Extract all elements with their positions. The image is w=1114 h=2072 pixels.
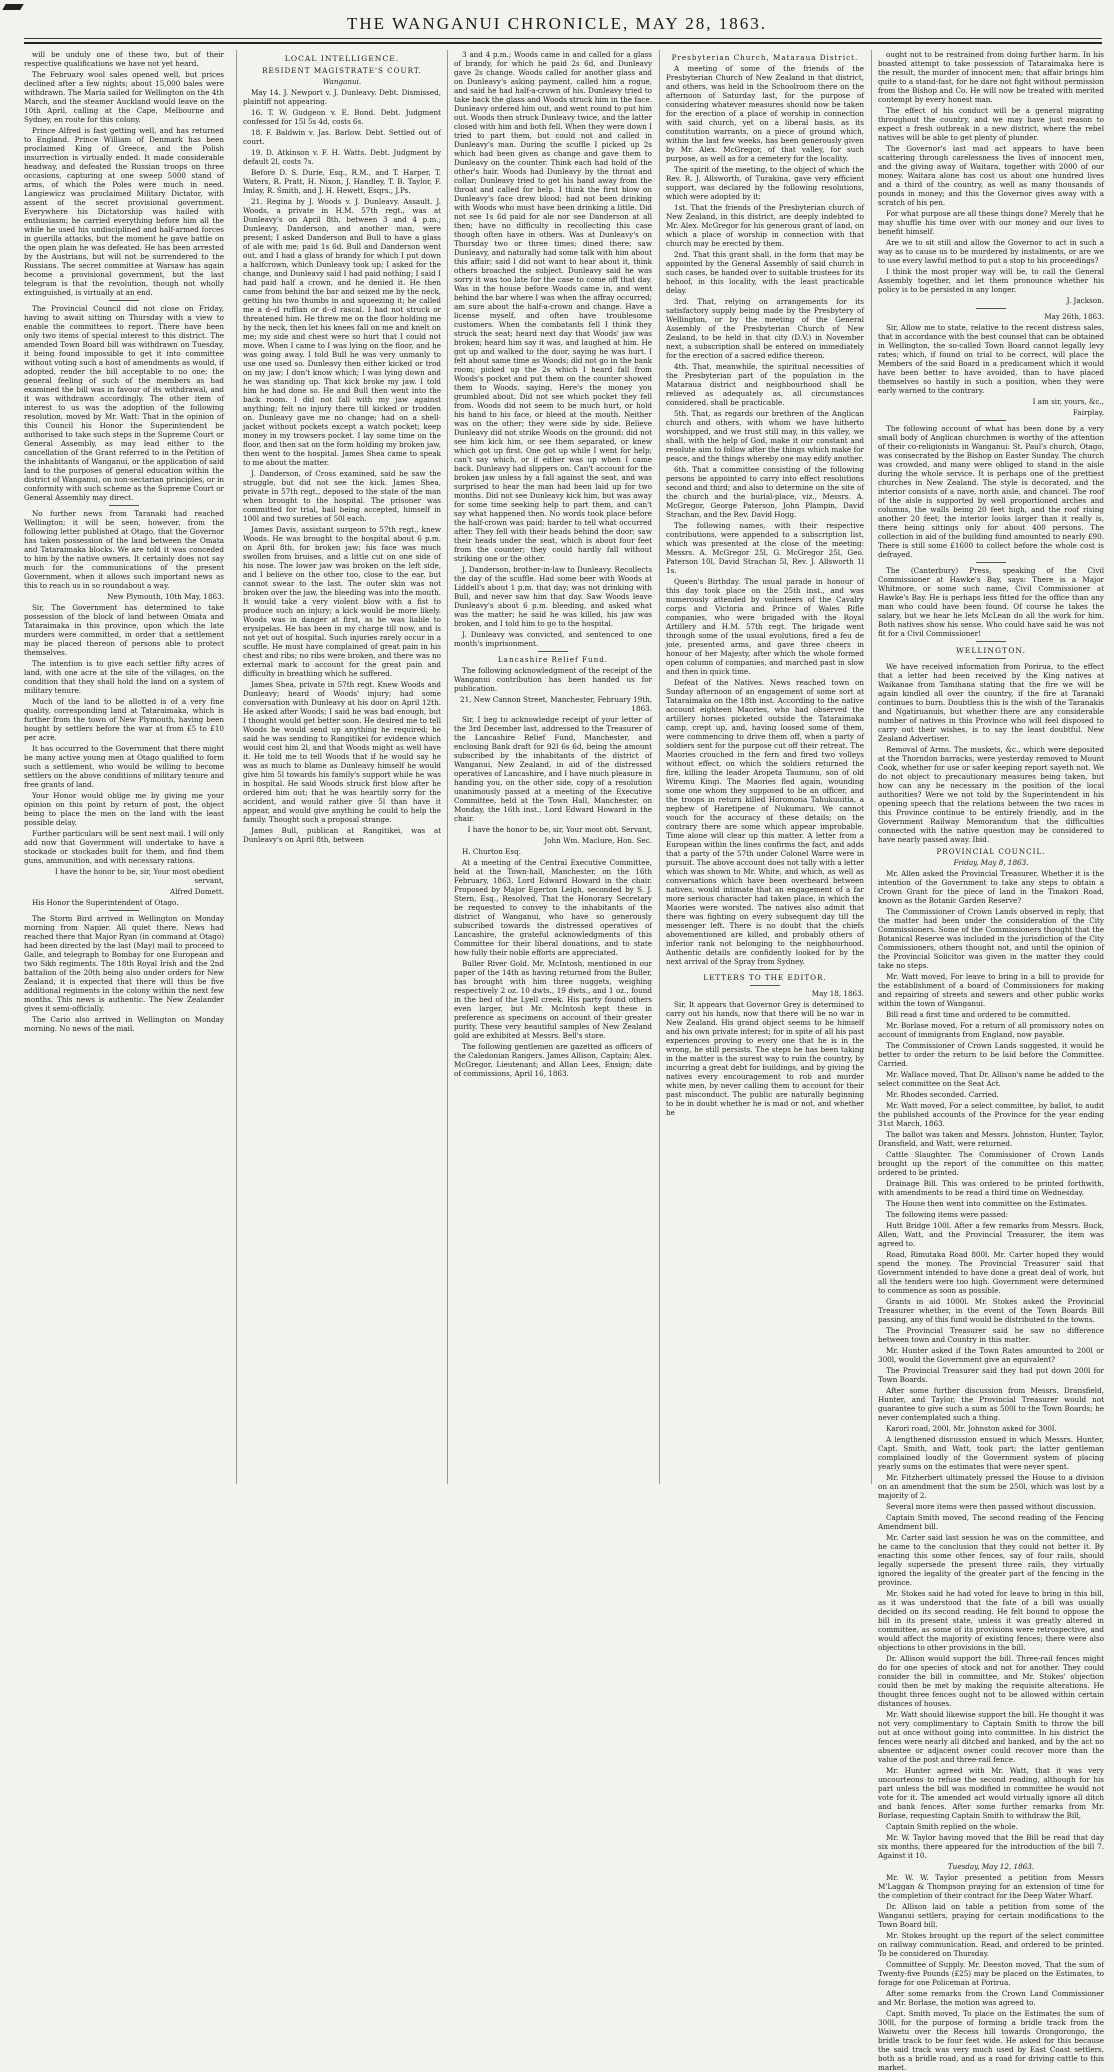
column-1 xyxy=(24,50,230,1484)
paragraph: The Provincial Council did not close on Friday, having to await sitting on Thursday with a view to enable the committees to report. There have been only two items of special interest to this district. The amended Town Board bill was withdrawn on Tuesday, it being found impossible to get it into committee without voting such a host of amendments as would, if adopted, render the bill acceptable to no one; the general feeling of such of the members as had examined the bill was in favour of its withdrawal, and it was withdrawn accordingly. The other item of interest to us was the adoption of the following resolution, moved by Mr. Watt: That in the opinion of this Council his Honor the Superintendent be authorised to take such steps in the Supreme Court or General Assembly, as may lead either to the cancellation of the Grant referred to in the Petition of the inhabitants of Wanganui, or the application of said land to the purposes of general education within the district of Wanganui, on non-sectarian principles, or in conformity with such scheme as the Supreme Court or General Assembly may direct. xyxy=(24,304,224,502)
paragraph: Mr. Fitzherbert ultimately pressed the House to a division on an amendment that the sum be 250l, which was lost by a majority of 2. xyxy=(878,1473,1104,1500)
paragraph: The following account of what has been done by a very small body of Anglican churchmen is worthy of the attention of their co-religionists in Wanganui: St. Paul's church, Otago, was consecrated by the Bishop on Easter Sunday. The church was crowded, and many were obliged to stand in the aisle during the whole service. It is perhaps one of the prettiest churches in New Zealand. The style is decorated, and the interior consists of a nave, north aisle, and chancel. The roof of the aisle is supported by well proportioned arches and columns, the walls being 20 feet high, and the roof rising another 20 feet; the interior looks larger than it really is, there being sittings only for about 400 persons. The collection in aid of the building fund amounted to nearly £90. There is still some £1600 to collect before the whole cost is defrayed. xyxy=(878,424,1104,559)
paragraph: Captain Smith moved, The second reading of the Fencing Amendment bill. xyxy=(878,1513,1104,1531)
paragraph: Mr. Stokes brought up the report of the select committee on railway communication. Read, and ordered to be printed. To be considered on Thursday. xyxy=(878,1931,1104,1958)
paragraph: Road, Rimutaka Road 800l. Mr. Carter hoped they would spend the money. The Provincial Treasurer said that Government intended to have done a great deal of work, but all the tenders were too high. Government were determined to commence as soon as possible. xyxy=(878,1250,1104,1295)
paragraph: Queen's Birthday. The usual parade in honour of this day took place on the 25th inst., and was numerously attended by volunteers of the Cavalry corps and Victoria and Prince of Wales Rifle companies, who were brigaded with the Royal Artillery and H.M. 57th regt. The brigade went through some of the usual evolutions, fired a feu de joie, presented arms, and gave three cheers in honour of her Majesty, after which the whole formed open column of companies, and marched past in slow and then in quick time. xyxy=(666,577,864,676)
paragraph: Captain Smith replied on the whole. xyxy=(886,1822,1018,1831)
section-heading: LETTERS TO THE EDITOR. xyxy=(703,973,827,982)
paragraph: 3 and 4 p.m.; Woods came in and called for a glass of brandy, for which he paid 2s 6d, and Dunleavy gave 2s change. Woods called for another glass and on Dunleavy's asking payment, called him a rogue, and said he had half-a-crown of his. Dunleavy tried to take back the glass and Woods struck him in the face. Dunleavy ordered him out, and went round to put him out. Woods then struck Dunleavy twice, and the latter closed with him and both fell. When they were down I tried to part them, but could not and called in Dunleavy's man. During the scuffle I picked up 2s which had been given as change and gave them to Dunleavy on the counter. Think each had hold of the other's hair. Woods had Dunleavy by the throat and collar; Dunleavy tried to get his hand away from the throat and called for help. I think the first blow on Dunleavy's face drew blood; had not been drinking with Woods who must have been drinking a little. Did not see 1s 6d paid for ale nor see Danderson at all then; have no difficulty in recollecting this case though often have in others. Was at Dunleavy's on Thursday two or three times; dined there; saw Dunleavy, and naturally had some talk with him about this affair; said I did not want to hear about it, think others broached the subject. Dunleavy said he was sorry it was too late for the case to come off that day. Was in the house before Woods came in, and went behind the bar where I was when the affray occurred; am sure about the half-a-crown and change. Have a license myself, and often have troublesome customers. When the combatants fell I think they struck the seat; heard next day that Woods' jaw was broken; heard him say it was, and laughed at him. He got up and walked to the door, saying he was hurt. I felt about same time as Woods; did not go in the bank room; picked up the 2s which I heard fall from Woods's pocket and put them on the counter showed them to Woods, saying, Here's the money you grumbled about. Did not see which pocket they fell from. Woods did not seem to be much hurt, or hold his hand to his face, or bleed at the mouth. Neither was on the other; they were side by side. Believe Dunleavy did not strike Woods on the ground; did not see him kick him, or see them separated, or knew which got up first. One got up while I went for help; can't say which, or if either was up when I came back. Dunleavy had slippers on. Can't account for the broken jaw unless by a fall against the seat, and was surprised to hear the man had been laid up for two months. Did not see Dunleavy kick him, but was away for some time seeking help to part them, and can't say what happened then. No words took place before the half-crown was paid; harder to tell what occurred after. They fell with their heads behind the door; saw their heads under the seat, which is about four feet from the counter; they could hardly fall without striking one or the other. xyxy=(454,50,652,563)
paragraph: J. Danderson, brother-in-law to Dunleavy. Recollects the day of the scuffle. Had some beer with Woods at Liddell's about 1 p.m. that day; was not drinking with Bull, and never saw him that day. Saw Woods leave Dunleavy's about 6 p.m. bleeding, and asked what was the matter; he said he was killed, his jaw was broken, and I told him to go to the hospital. xyxy=(454,565,653,628)
separator xyxy=(976,641,1006,642)
court-entry: 21. Regina by J. Woods v. J. Dunleavy. Assault. J. Woods, a private in H.M. 57th regt., was at Dunleavy's on April 8th, between 3 and 4 p.m.; Dunleavy, Danderson, and another man, were present; I asked Danderson and Bull to have a glass of ale with me; paid 1s 6d. Bull and Danderson went out, and I had a glass of brandy for which I put down a halfcrown, which Dunleavy took up; I asked for the change, and Dunleavy said I had paid nothing; I said I had paid half a crown, and he denied it. He then came from behind the bar and seized me by the neck, getting his two thumbs in and squeezing it; he called me a d--d ruffian or d--d rascal. I had not struck or threatened him. He threw me on the floor holding me by the neck, then let his knees fall on me and knelt on me; my side and chest were so hurt that I could not move. When I came to I was lying on the floor, and he was going away. I told Bull he was very unmanly to use one used so. Dunleavy then either kicked or trod on my jaw; I don't know which; I was lying down and he was standing up. That kick broke my jaw. I told him he had done so. He and Bull then went into the back room. I did not fall with my jaw against anything; felt no injury there till kicked or trodden on. Dunleavy gave me no change; had on a shell-jacket without pockets except a watch pocket; keep money in my trowsers pocket. I lay some time on the floor, and then sat on the form holding my broken jaw, then went to the hospital. James Shea came to speak to me about the matter. xyxy=(243,197,441,467)
paragraph: A lengthened discussion ensued in which Messrs. Hunter, Capt. Smith, and Watt, took part; the latter gentleman complained loudly of the Government system of placing yearly sums on the estimates that were never spent. xyxy=(878,1435,1104,1471)
paragraph: Are we to sit still and allow the Governor to act in such a way as to cause us to be murdered by instalments, or are we to use every lawful method to put a stop to his proceedings? xyxy=(878,238,1104,265)
place-heading: Wanganui. xyxy=(322,77,362,86)
court-entry: J. Danderson, of Cross examined, said he saw the struggle, but did not see the kick. James Shea, private in 57th regt., deposed to the state of the man when brought to the hospital. The prisoner was committed for trial, bail being accepted, himself in 100l and two sureties of 50l each. xyxy=(243,469,441,523)
paragraph: Drainage Bill. This was ordered to be printed forthwith, with amendments to be read a third time on Wednesday. xyxy=(878,1179,1104,1197)
letter-paragraph: Sir, The Government has determined to take possession of the block of land between Omata and Tataraimaka in this province, upon which the late murders were committed, in order that a settlement may be placed thereon of persons able to protect themselves. xyxy=(24,603,224,657)
letter-dateline: May 26th, 1863. xyxy=(1044,312,1104,321)
letter-dateline: New Plymouth, 10th May, 1863. xyxy=(107,592,224,601)
court-entry: May 14. J. Newport v. J. Dunleavy. Debt. Dismissed, plaintiff not appearing. xyxy=(243,88,441,106)
paragraph: I think the most proper way will be, to call the General Assembly together, and let them pronounce whether his policy is to be persisted in any longer. xyxy=(878,267,1104,294)
separator xyxy=(976,562,1006,563)
court-entry: Before D. S. Durie, Esq., R.M., and T. Harper, T. Waters, R. Pratt, H. Nixon, J. Handley, T. B. Taylor, F. Imlay, R. Smith, and J. H. Hewett, Esqrs., J.Ps. xyxy=(243,168,441,195)
separator xyxy=(538,651,568,652)
separator xyxy=(750,969,780,970)
newspaper-title: THE WANGANUI CHRONICLE, MAY 28, 1863. xyxy=(347,14,767,33)
paragraph: The following gentlemen are gazetted as officers of the Caledonian Rangers. James Allison, Captain; Alex. McGregor, Lieutenant; and Allan Lees, Ensign; date of commissions, April 16, 1863. xyxy=(454,1042,652,1078)
paragraph: Mr. Stokes said he had voted for leave to bring in this bill, as it was understood that the fate of a bill was usually decided on its second reading. He felt bound to oppose the bill in its present state, unless it was greatly altered in committee, as some of its provisions were retrospective, and would affect the majority of existing fences; there were also objections to other provisions in the bill. xyxy=(878,1589,1104,1652)
paragraph: Prince Alfred is fast getting well, and has returned to England. Prince William of Denmark has been proclaimed King of Greece, and the Polish insurrection is virtually ended. It made considerable headway, and defeated the Russian troops on three occasions, capturing at one sweep 5000 stand of arms, of which the Poles were much in need. Langiewicz was proclaimed Military Dictator, with assent of the secret provisional government. Everywhere his Dictatorship was hailed with enthusiasm; he carried everything before him all the while he used his undisciplined and half-armed forces in guerilla attacks, but the moment he gave battle on the open plain he was defeated. He has been arrested by the Austrians, but will not be surrendered to the Russians. The secret committee at Warsaw has again become a provisional government, but the last telegram is that the revolution, though not wholly extinguished, is virtually at an end. xyxy=(24,126,224,297)
date-heading: Friday, May 8, 1863. xyxy=(953,858,1029,867)
paragraph: The Provincial Treasurer said they had put down 200l for Town Boards. xyxy=(878,1366,1104,1384)
paragraph: Bill read a first time and ordered to be committed. xyxy=(886,1010,1071,1019)
paragraph: Buller River Gold. Mr. McIntosh, mentioned in our paper of the 14th as having returned from the Buller, has brought with him three nuggets, weighing respectively 2 oz. 10 dwts., 19 dwts., and 1 oz., found in the bed of the Lyell creek. His party found others even larger, but Mr. McIntosh kept these in preference as specimens on account of their greater purity. These very beautiful samples of New Zealand gold are exhibited at Messrs. Bell's store. xyxy=(454,959,652,1040)
letter-signer: J. Jackson. xyxy=(1066,296,1104,305)
paragraph: Removal of Arms. The muskets, &c., which were deposited at the Thorndon barracks, were yesterday removed to Mount Cook, whether for use or safer keeping report sayeth not. We do not object to precautionary measures being taken, but how can any be necessary in the position of the local authorities? Were we not told by the Superintendent in his opening speech that the relations between the two races in this Province continue to be entirely friendly, and in the Government Railway Memorandum that the difficulties connected with the native question may be considered to have nearly passed away. Ibid. xyxy=(878,745,1104,844)
court-entry: James Bull, publican at Rangitikei, was at Dunleavy's on April 8th, between xyxy=(243,826,441,844)
letter-paragraph: Further particulars will be sent next mail. I will only add now that Government will undertake to have a stockade or stockades built for them, and find them guns, ammunition, and with necessary rations. xyxy=(24,829,224,865)
masthead xyxy=(0,0,1114,46)
paragraph: ought not to be restrained from doing further harm. In his boasted attempt to take possession of Tataraimaka here is the result, the murder of innocent men; that affair brings him quite to a stand-fast, for he dare not fight without permission from the Bishop and Co. He will now be treated with merited contempt by every honest man. xyxy=(878,50,1104,104)
paragraph: 4th. That, meanwhile, the spiritual necessities of the Presbyterian part of the population in the Mataraua district and neighbourhood shall be relieved as adequately as, all circumstances considered, shall be practicable. xyxy=(666,362,864,407)
paragraph: Grants in aid 1000l. Mr. Stokes asked the Provincial Treasurer whether, in the event of the Town Boards Bill passing, any of this fund would be distributed to the towns. xyxy=(878,1297,1104,1324)
letter-closing: I have the honor to be, sir, Your most obt. Servant, xyxy=(467,825,652,834)
letter-recipient: H. Churton Esq. xyxy=(462,847,521,856)
paragraph: The following items were passed: xyxy=(886,1210,1008,1219)
paragraph: 3rd. That, relying on arrangements for its satisfactory supply being made by the Presbytery of Wellington, or by the meeting of the General Assembly of the Presbyterian Church of New Zealand, to be held in that city (D.V.) in November next, a subscription shall be entered on immediately for the erection of a sacred edifice thereon. xyxy=(666,297,864,360)
date-heading: Tuesday, May 12, 1863. xyxy=(947,1862,1035,1871)
section-heading: LOCAL INTELLIGENCE. xyxy=(284,54,400,63)
paragraph: The Commissioner of Crown Lands observed in reply, that the matter had been under the consideration of the City Commissioners. Some of the Commissioners thought that the Botanical Reserve was included in the jurisdiction of the City Commissioners, others thought not, and until the opinion of the Provincial Solicitor was given in the matter they could take no steps. xyxy=(878,907,1104,970)
court-entry: James Davis, assistant surgeon to 57th regt., knew Woods. He was brought to the hospital about 6 p.m. on April 8th, for broken jaw; his face was much swollen from bruises, and a little cut on one side of his nose. The lower jaw was broken on the left side, and I believe on the other too, close to the ear, but cannot swear to the last. The outer skin was not broken over the jaw, the bleeding was into the mouth. It would take a very violent blow with a fist to produce such an injury; a kick would be more likely. Woods was in danger at first, as he was liable to erysipelas. He has been in my charge till now, and is not yet out of hospital. Such injuries rarely occur in a scuffle. He must have complained of great pain in his chest and ribs; no ribs were broken, and there was no external mark to account for the great pain and difficulty in breathing which he suffered. xyxy=(243,525,441,678)
paragraph: will be unduly one of these two, but of their respective qualifications we have not yet heard. xyxy=(24,50,224,68)
paragraph: After some further discussion from Messrs. Dransfield, Hunter, and Taylor, the Provincial Treasurer would not guarantee to give such a sum as 500l to the Town Boards; he never contemplated such a thing. xyxy=(878,1386,1104,1422)
column-3 xyxy=(447,50,658,1484)
paragraph: 2nd. That this grant shall, in the form that may be appointed by the General Assembly of said church in such cases, be handed over to suitable trustees for its behoof, in this locality, with the least practicable delay. xyxy=(666,250,864,295)
paragraph: Mr. Allen asked the Provincial Treasurer, Whether it is the intention of the Government to take any steps to obtain a Crown Grant for the piece of land in the Tinakori Road, known as the Botanic Garden Reserve? xyxy=(878,869,1104,905)
paragraph: J. Dunleavy was convicted, and sentenced to one month's imprisonment. xyxy=(454,630,652,648)
paragraph: The following acknowledgment of the receipt of the Wanganui contribution has been handed us for publication. xyxy=(454,666,652,693)
letter-signer: Fairplay. xyxy=(1072,408,1104,417)
subsection-heading: RESIDENT MAGISTRATE'S COURT. xyxy=(262,66,422,75)
court-entry: 16. T. W. Gudgeon v. E. Bond. Debt. Judgment confessed for 15l 5s 4d, costs 6s. xyxy=(243,108,441,126)
paragraph: Mr. W. Taylor having moved that the Bill be read that day six months, there appeared for the introduction of the bill 7. Against it 10. xyxy=(878,1833,1104,1860)
column-2 xyxy=(236,50,447,1484)
paragraph: The Cario also arrived in Wellington on Monday morning. No news of the mail. xyxy=(24,1015,224,1033)
separator xyxy=(976,420,1006,421)
paragraph: Cattle Slaughter. The Commissioner of Crown Lands brought up the report of the committee on this matter, ordered to be printed. xyxy=(878,1150,1104,1177)
letter-closing: I am sir, yours, &c., xyxy=(1032,397,1104,406)
paragraph: The ballot was taken and Messrs. Johnston, Hunter, Taylor, Dransfield, and Watt, were returned. xyxy=(878,1130,1104,1148)
separator xyxy=(750,985,780,986)
paragraph: The Storm Bird arrived in Wellington on Monday morning from Napier. All quiet there. News had reached there that Major Ryan (in command at Otago) had been directed by the last (May) mail to proceed to Galle, and telegraph to Bombay for one European and two Sikh regiments. The 18th Royal Irish and the 2nd battalion of the 20th being also under orders for New Zealand, it is expected that there will thus be five additional regiments in the colony within the next few months. This news is authentic. The New Zealander gives it semi-officially. xyxy=(24,914,224,1013)
paragraph: For what purpose are all these things done? Merely that he may shuffle his time over with our money and our lives to benefit himself. xyxy=(878,209,1104,236)
paragraph: Mr. Rhodes seconded. Carried. xyxy=(886,1090,999,1099)
court-entry: 18. F. Baldwin v. Jas. Barlow. Debt. Settled out of court. xyxy=(243,128,441,146)
corner-mark xyxy=(2,4,23,10)
letter-dateline: May 18, 1863. xyxy=(811,989,864,998)
paragraph: 5th. That, as regards our brethren of the Anglican church and others, with whom we have hitherto worshipped, and we trust still may, in this valley, we shall, with the help of God, make it our constant and resolute aim to follow after the things which make for peace, and the things whereby one may edify another. xyxy=(666,409,864,463)
subsection-heading: Lancashire Relief Fund. xyxy=(497,655,609,664)
paragraph: Mr. Watt moved, For a select committee, by ballot, to audit the published accounts of the Province for the year ending 31st March, 1863. xyxy=(878,1101,1104,1128)
separator xyxy=(109,910,139,911)
paragraph: Mr. Borlase moved, For a return of all promissory notes on account of immigrants from England, now payable. xyxy=(878,1021,1104,1039)
paragraph: Mr. Hunter agreed with Mr. Watt, that it was very uncourteous to refuse the second reading, although for his part unless the bill was modified in committee he would not vote for it. The amended act would virtually ignore all ditch and bank fences. After some further remarks from Mr. Borlase, requesting Captain Smith to withdraw the Bill, xyxy=(878,1766,1104,1820)
subsection-heading: PROVINCIAL COUNCIL. xyxy=(936,847,1046,856)
letter-signer: John Wm. Maclure, Hon. Sec. xyxy=(544,836,652,845)
paragraph: The Commissioner of Crown Lands suggested, it would be better to order the return to be laid before the Committee. Carried. xyxy=(878,1041,1104,1068)
masthead-rule xyxy=(24,38,1102,39)
paragraph: 1st. That the friends of the Presbyterian church of New Zealand, in this district, are deeply indebted to Mr. Alex. McGregor for his generous grant of land, on which a place of worship in connection with that church may be erected by them. xyxy=(666,203,864,248)
resolution-text: At a meeting of the Central Executive Committee, held at the Town-hall, Manchester, on the 16th February, 1863, Lord Edward Howard in the chair. Proposed by Major Egerton Leigh, seconded by S. J. Stern, Esq., Resolved, That the Honorary Secretary be requested to convey to the inhabitants of the district of Wanganui, who have so generously subscribed towards the distressed operatives of Lancashire, the grateful acknowledgments of this Committee for their liberal donations, and to state how fully their noble efforts are appreciated. xyxy=(454,858,652,957)
section-heading: WELLINGTON. xyxy=(955,646,1026,655)
letter-paragraph: Your Honor would oblige me by giving me your opinion on this point by return of post, the object being to place the men on the land with the least possible delay. xyxy=(24,791,224,827)
letter-paragraph: Sir, It appears that Governor Grey is determined to carry out his hands, now that there will be no war in New Zealand. His grand object seems to be himself and his own private interest; for in spite of all his past experiences proving to every one that he is in the wrong, he still persists. The steps he has been taking in the matter is the surest way to ruin the country, by incurring a great debt for buildings, and by giving the natives every encouragement to rob and murder white men, by never calling them to account for their past misconduct. The public are naturally beginning to be in doubt whether he is mad or not, and whether he xyxy=(666,1000,864,1117)
separator xyxy=(109,505,139,506)
paragraph: The spirit of the meeting, to the object of which the Rev. R. J. Allsworth, of Turakina, gave very efficient support, was declared by the following resolutions, which were adopted by it: xyxy=(666,165,864,201)
paragraph: Several more items were then passed without discussion. xyxy=(886,1502,1096,1511)
paragraph: Committee of Supply. Mr. Deeston moved, That the sum of Twenty-five Pounds (£25) may be placed on the Estimates, to forage for one Policeman at Porirua. xyxy=(878,1960,1104,1987)
columns xyxy=(24,50,1104,2072)
column-5 xyxy=(871,50,1104,2072)
letter-address: 21, New Cannon Street, Manchester, February 19th, 1863. xyxy=(460,695,652,713)
letter-signer: Alfred Domett. xyxy=(170,887,224,896)
paragraph: Mr. Watt moved, For leave to bring in a bill to provide for the establishment of a board of Commissioners for making and repairing of streets and sewers and other public works within the town of Wanganui. xyxy=(878,972,1104,1008)
letter-recipient: His Honor the Superintendent of Otago. xyxy=(32,898,179,907)
paragraph: 6th. That a committee consisting of the following persons be appointed to carry into effect resolutions second and third; and also to determine on the site of the church and the burial-place, viz., Messrs. A. McGregor, George Paterson, John Plampin, David Strachan, and the Rev. David Hogg. xyxy=(666,465,864,519)
paragraph: Defeat of the Natives. News reached town on Sunday afternoon of an engagement of some sort at Tataraimaka on the 18th inst. According to the native account eighteen Maories, who had observed the artillery horses picketed outside the Tataraimaka camp, crept up, and, having loosed some of them, were commencing to drive them off, when a party of soldiers sent for the purpose cut off their retreat. The Maories crouched in the fern and fired two volleys without effect, on which the soldiers returned the fire, killing the leader Aropeta Taumunu, son of old Wiremu Kingi. The Maories fled again, wounding some one whom they supposed to be an officer, and the troops in return killed Horomona Tahukuuitia, a nephew of Haretipene of Nukumaru. We cannot vouch for the accuracy of these details; on the contrary there are some which appear improbable. Time alone will clear up this matter. A letter from a European within the lines confirms the fact, and adds that a party of the 57th under Colonel Warre were in pursuit. The above account does not tally with a letter which was shown to Mr. White, and which, as well as conversations which have been overheard between natives, would intimate that an engagement of a far more serious character had taken place, in which the Maories were worsted. The natives also admit that there was fighting on every subsequent day till the messenger left. There is no doubt that the chiefs abovementioned are killed, and probably others of inferior rank not belonging to the neighbourhood. Authentic details are confidently looked for by the next arrival of the Spray from Sydney. xyxy=(666,678,864,966)
paragraph: Mr. Carter said last session he was on the committee, and he came to the conclusion that they could not better it. By enacting this some other fences, say of four rails, should legally supersede the present three rails, they virtually ignored the legality of the greater part of the fencing in the province. xyxy=(878,1533,1104,1587)
paragraph: Mr. Wallace moved, That Dr. Allison's name be added to the select committee on the Seat Act. xyxy=(878,1070,1104,1088)
paragraph: Mr. W. W. Taylor presented a petition from Messrs M'Laggan & Thompson praying for an extension of time for the completion of their contract for the Deep Water Wharf. xyxy=(878,1873,1104,1900)
paragraph: Dr. Allison would support the bill. Three-rail fences might do for one species of stock and not for another. They could consider the bill in committee, and Mr. Stokes' objection could then be met by making the requisite alterations. He thought three fences ought not to be allowed within certain distances of houses. xyxy=(878,1654,1104,1708)
paragraph: A meeting of some of the friends of the Presbyterian Church of New Zealand in that district, and others, was held in the Schoolroom there on the afternoon of Saturday last, for the purpose of considering whatever measures should now be taken for the erection of a place of worship in connection with said church, yet on a liberal basis, as its constitution warrants, on a piece of ground which, within the last few weeks, has been generously given by Mr. Alex. McGregor, of that valley, for such purpose, as well as for a cemetery for the locality. xyxy=(666,64,864,163)
paragraph: Karori road, 200l. Mr. Johnston asked for 300l. xyxy=(886,1424,1057,1433)
column-4 xyxy=(659,50,870,1484)
masthead-rule-thick xyxy=(24,42,1102,44)
letter-closing: I have the honor to be, sir, Your most obedient servant, xyxy=(54,867,224,885)
subsection-heading: Presbyterian Church, Mataraua District. xyxy=(671,53,859,62)
paragraph: Mr. Hunter asked if the Town Rates amounted to 200l or 300l, would the Government give an equivalent? xyxy=(878,1346,1104,1364)
paragraph: The following names, with their respective contributions, were appended to a subscription list, which was presented at the close of the meeting: Messrs. A. McGregor 25l, G. McGregor 25l, Geo. Paterson 10l, David Strachan 5l, Rev. J. Allsworth 1l 1s. xyxy=(666,521,864,575)
paragraph: We have received information from Porirua, to the effect that a letter had been received by the King natives at Waikanae from Tamihana stating that the fire we will be again kindled all over the country, if the fire at Taranaki continues to burn. Doubtless this is the wish of the Taranakis and Ngatiruanuis, but whether there are any considerable number of natives in this Province who will feel disposed to carry out their wishes, is to say the least doubtful. New Zealand Advertiser. xyxy=(878,662,1104,743)
paragraph: The (Canterbury) Press, speaking of the Civil Commissioner at Hawke's Bay, says: There is a Major Whitmore, or some such name, Civil Commissioner at Hawke's Bay. He is perhaps less fitted for the office than any man who could have been found. Of course he takes the salary, but we hear he lets McLean do all the work for him. Both natives show his sense. Who could have said he was not fit for a Civil Commissioner! xyxy=(878,566,1104,638)
separator xyxy=(109,300,139,301)
paragraph: The House then went into committee on the Estimates. xyxy=(886,1199,1088,1208)
paragraph: Dr. Allison laid on table a petition from some of the Wanganui settlers, praying for certain modifications to the Town Board bill. xyxy=(878,1902,1104,1929)
paragraph: No further news from Taranaki had reached Wellington; it will be seen, however, from the following letter published at Otago, that the Governor has taken possession of the land between the Omata and Tataraimaka blocks. We are told it was conceded to him by the native owners. It certainly does not say much for the communications of the present Government, when it allows such important news as this to reach us in so roundabout a way. xyxy=(24,509,224,590)
paragraph: The Provincial Treasurer said he saw no difference between town and Country in this matter. xyxy=(878,1326,1104,1344)
separator xyxy=(976,658,1006,659)
paragraph: Capt. Smith moved, To place on the Estimates the sum of 300l, for the purpose of forming a bridle track from the Waiwetu over the Recess hill towards Orongorongo, the bridle track to be four feet wide. He asked for this because the said track was very much used by East Coast settlers, both as a bridle road, and as a road for driving cattle to this market. xyxy=(878,2009,1104,2072)
court-entry: 19. D. Atkinson v. F. H. Watts. Debt. Judgment by default 2l, costs 7s. xyxy=(243,148,441,166)
court-entry: James Shea, private in 57th regt. Knew Woods and Dunleavy; heard of Woods' injury; had some conversation with Dunleavy at his door on April 12th. He asked after Woods; I said he was bad enough, but I thought would get better soon. He desired me to tell Woods he would send up anything he required; he said he was sending to Rangitikei for evidence which would cost him 2l, and that Woods might as well have it. He told me to tell Woods that if he would say he was as much to blame as Dunleavy himself he would give him 5l towards his family's support while he was in hospital. He said Woods struck first blow after he ordered him out; that he was heartily sorry for the accident, and would rather give 5l than have it appear, and would give anything he could to help the family. Thought such a proposal strange. xyxy=(243,680,441,824)
letter-paragraph: The intention is to give each settler fifty acres of land, with one acre at the site of the villages, on the condition that they shall hold the land on a system of military tenure. xyxy=(24,659,224,695)
paragraph: The effect of his conduct will be a general migrating throughout the country, and we may have just reason to expect a fresh outbreak in a new district, where the rebel natives will be able to get plenty of plunder. xyxy=(878,106,1104,142)
paragraph: The Governor's last mad act appears to have been scattering through carelessness the lives of innocent men, and the giving away of Waitara, together with 2000 of our money. Waitara alone has cost us about one hundred lives and a third of the country, as well as many thousands of pounds in money; and this the Governor gives away with a scratch of his pen. xyxy=(878,144,1104,207)
paragraph: The February wool sales opened well, but prices declined after a few nights; about 15,000 bales were withdrawn. The Maria sailed for Wellington on the 4th March, and the steamer Auckland would leave on the 10th April, calling at the Cape, Melbourne and Sydney, en route for this colony. xyxy=(24,70,224,124)
paragraph: Hutt Bridge 100l. After a few remarks from Messrs. Buck, Allen, Watt, and the Provincial Treasurer, the item was agreed to. xyxy=(878,1221,1104,1248)
paragraph: After some remarks from the Crown Land Commissioner and Mr. Borlase, the motion was agreed to. xyxy=(878,1989,1104,2007)
letter-paragraph: Sir, Allow me to state, relative to the recent distress sales, that in accordance with the best counsel that can be obtained in Wellington, the so-called Town Board cannot legally levy rates; which, if found on trial to be correct, will place the Members of the said Board in a predicament which it would have been better to have avoided, than to have placed themselves so hastily in such a position, when they were early warned to the contrary. xyxy=(878,323,1104,395)
letter-paragraph: Sir, I beg to acknowledge receipt of your letter of the 3rd December last, addressed to the Treasurer of the Lancashire Relief Fund, Manchester, and enclosing Bank draft for 92l 6s 6d, being the amount subscribed by the inhabitants of the district of Wanganui, New Zealand, in aid of the distressed operatives of Lancashire, and I have much pleasure in handing you, on the other side, copy of a resolution unanimously passed at a meeting of the Executive Committee, held at the Town Hall, Manchester, on Monday, the 16th inst., Lord Edward Howard in the chair. xyxy=(454,715,653,823)
letter-paragraph: It has occurred to the Government that there might be many active young men at Otago qualified to form such a settlement, who would be willing to become settlers on the above conditions of military tenure and free grants of land. xyxy=(24,744,224,789)
letter-paragraph: Much of the land to be allotted is of a very fine quality, corresponding land at Tataraimaka, which is further from the town of New Plymouth, having been bought by settlers before the war at from £5 to £10 per acre. xyxy=(24,697,224,742)
separator xyxy=(976,308,1006,309)
paragraph: Mr. Watt should likewise support the bill. He thought it was not very complimentary to Captain Smith to throw the bill out at once without going into committee. In his district the fences were nearly all ditched and banked, and by the act no absentee or adjacent owner could recover more than the value of the post and three-rail fence. xyxy=(878,1710,1104,1764)
